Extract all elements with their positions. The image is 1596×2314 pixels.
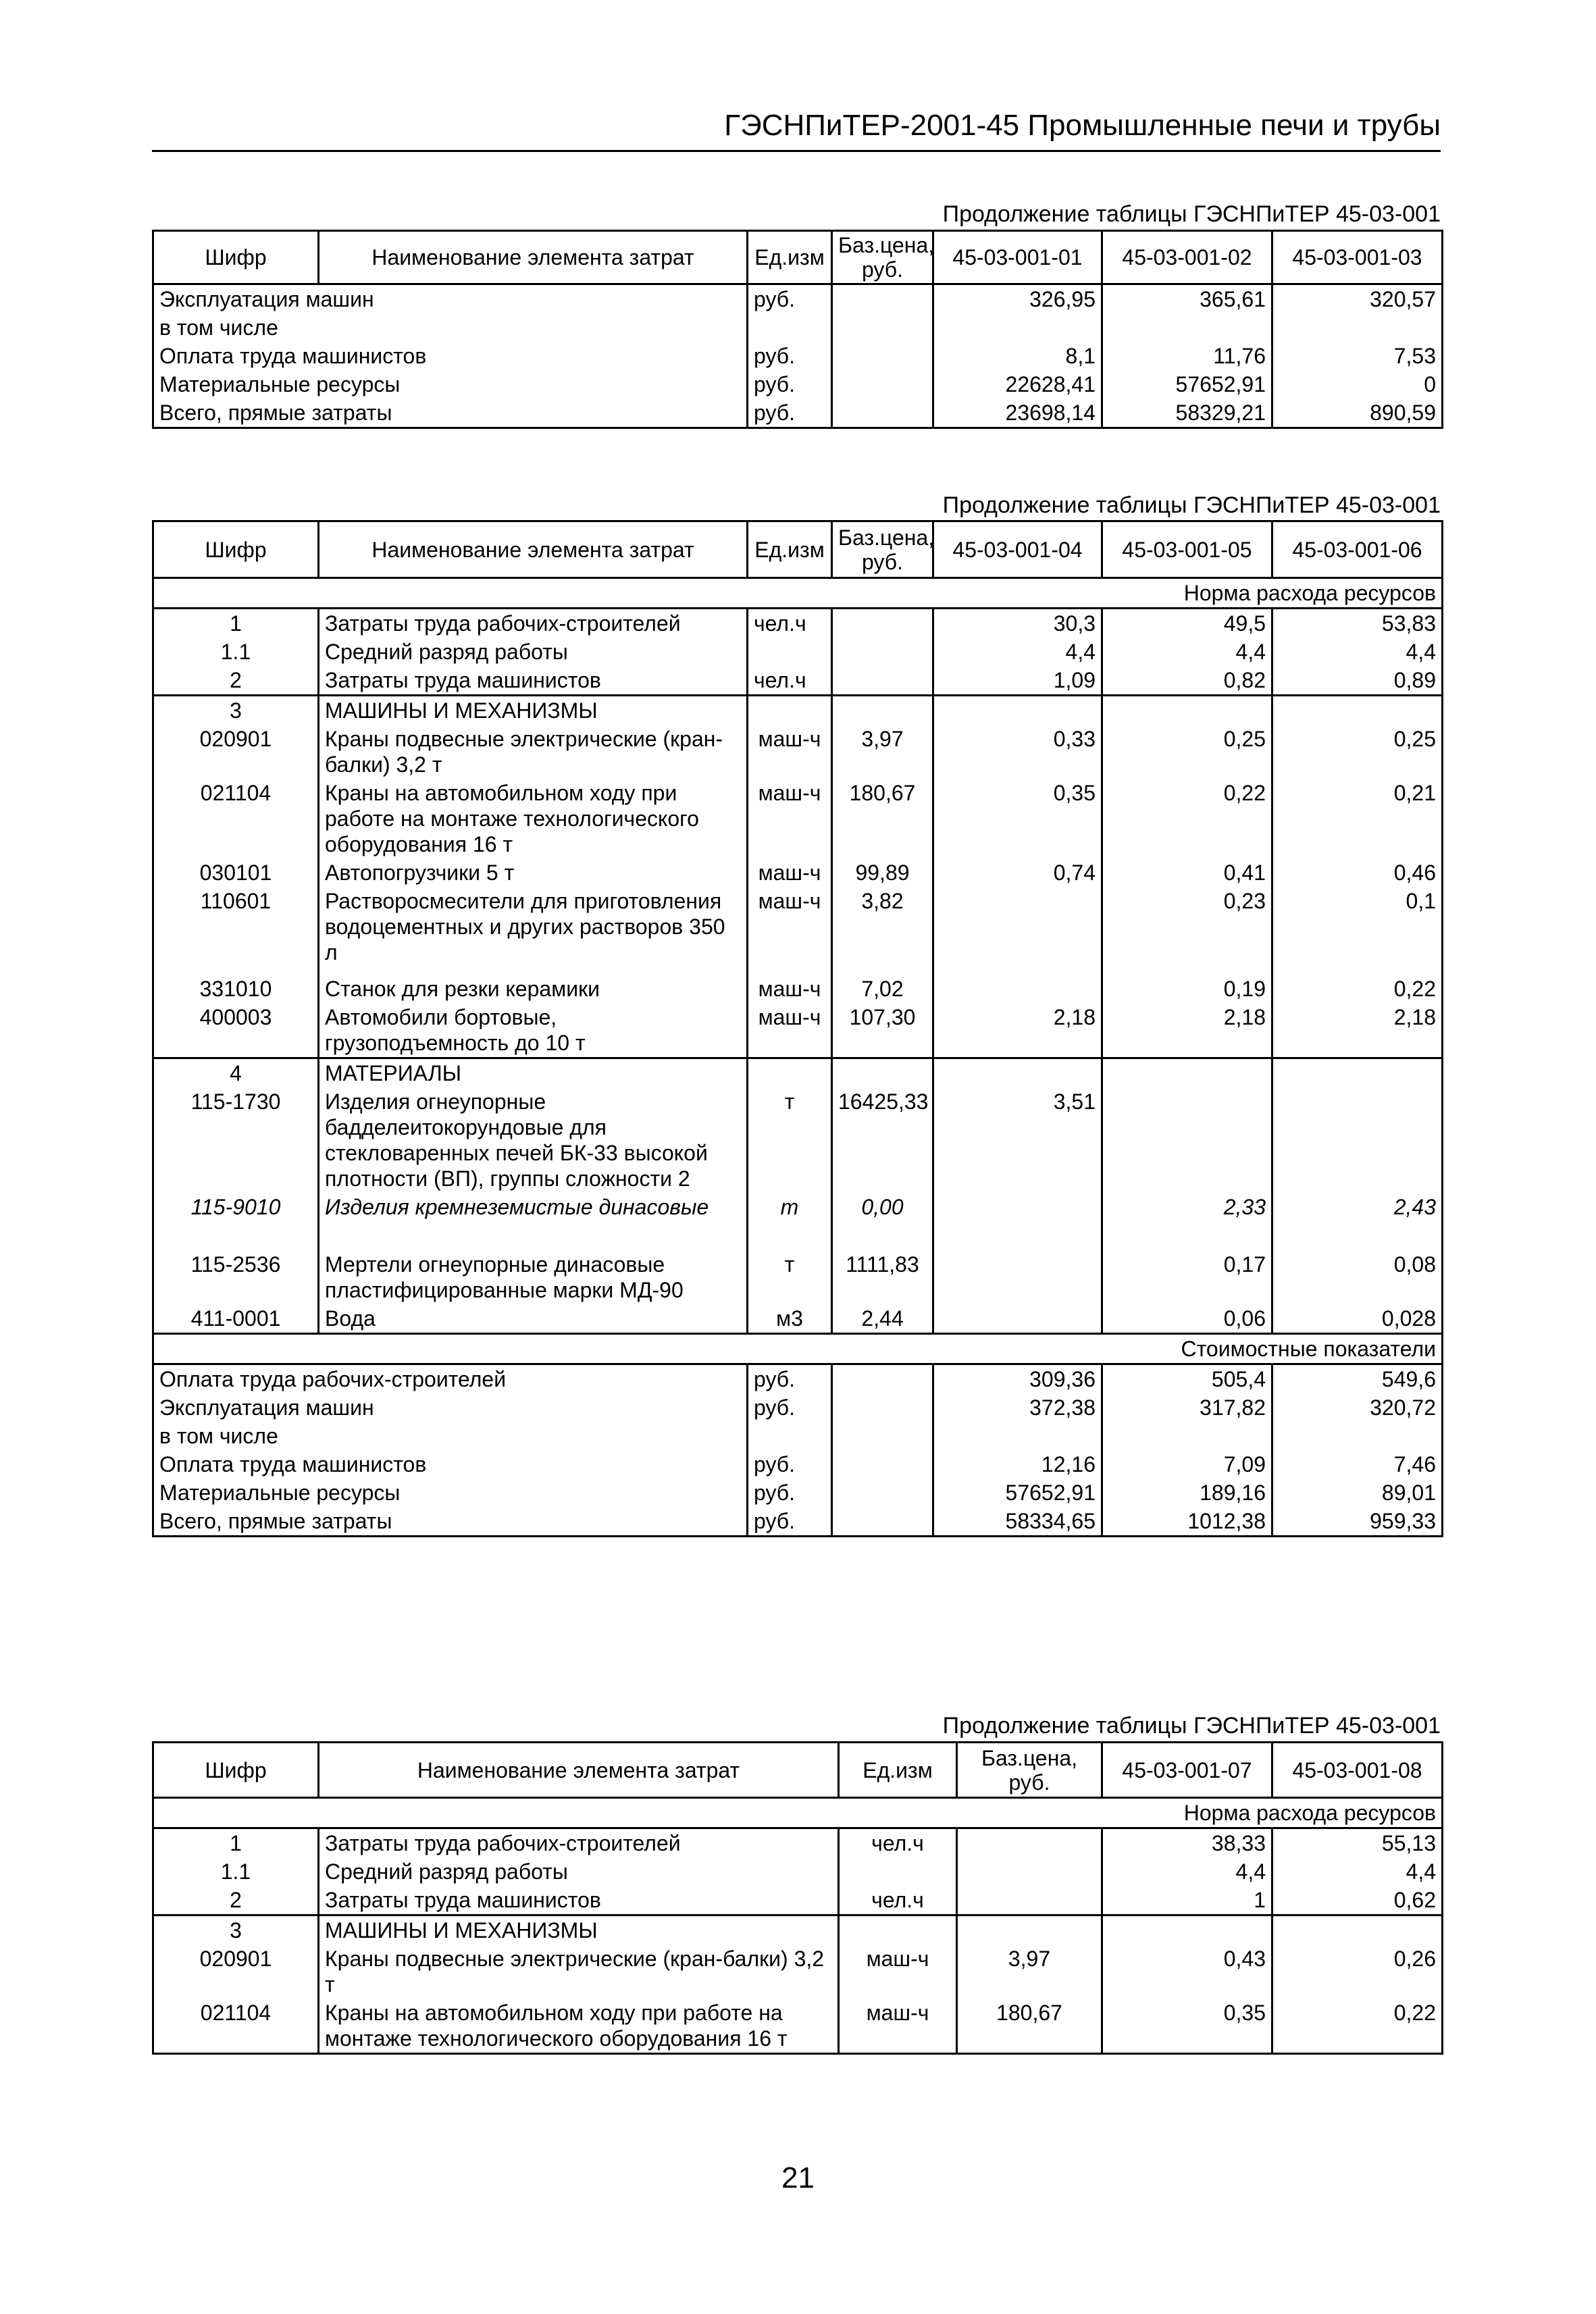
table1-caption: Продолжение таблицы ГЭСНПиТЕР 45-03-001 xyxy=(942,201,1441,227)
col-code: Шифр xyxy=(153,1743,319,1798)
table-row: 1 Затраты труда рабочих-строителей чел.ч 38,33 55,13 xyxy=(153,1828,1443,1858)
table-row: 110601 Растворосмесители для приготовления водоцементных и других растворов 350 л маш-ч 3,82 0,23 0,1 xyxy=(153,887,1443,975)
col-name: Наименование элемента затрат xyxy=(319,1743,839,1798)
table-row: 3 МАШИНЫ И МЕХАНИЗМЫ xyxy=(153,696,1443,725)
col-price: Баз.цена, руб. xyxy=(957,1743,1102,1798)
table-row: Оплата труда рабочих-строителей руб. 309,36 505,4 549,6 xyxy=(153,1364,1443,1394)
table-row: 2 Затраты труда машинистов чел.ч 1 0,62 xyxy=(153,1886,1443,1916)
col-code-5: 45-03-001-05 xyxy=(1102,521,1272,578)
table-row: 115-1730 Изделия огнеупорные бадделеитокорундовые для стекловаренных печей БК-33 высокой плотности (ВП), группы сложности 2 т 16425,33 3,51 xyxy=(153,1087,1443,1193)
col-code-2: 45-03-001-02 xyxy=(1102,231,1272,284)
table-row: Оплата труда машинистов руб. 8,1 11,76 7,53 xyxy=(153,342,1443,370)
col-code-4: 45-03-001-04 xyxy=(933,521,1102,578)
running-header xyxy=(152,101,1441,152)
table-row: 1.1 Средний разряд работы 4,4 4,4 xyxy=(153,1857,1443,1886)
table-row: 331010 Станок для резки керамики маш-ч 7,02 0,19 0,22 xyxy=(153,975,1443,1003)
col-unit: Ед.изм xyxy=(839,1743,957,1798)
table-row: 2 Затраты труда машинистов чел.ч 1,09 0,82 0,89 xyxy=(153,666,1443,696)
col-unit: Ед.изм xyxy=(748,521,832,578)
section-cost: Стоимостные показатели xyxy=(153,1334,1443,1364)
col-code-6: 45-03-001-06 xyxy=(1272,521,1443,578)
col-code: Шифр xyxy=(153,231,319,284)
col-code-8: 45-03-001-08 xyxy=(1272,1743,1443,1798)
table-row: 1 Затраты труда рабочих-строителей чел.ч 30,3 49,5 53,83 xyxy=(153,609,1443,638)
table-row: 400003 Автомобили бортовые, грузоподъемность до 10 т маш-ч 107,30 2,18 2,18 2,18 xyxy=(153,1003,1443,1058)
table-row: Эксплуатация машин руб. 326,95 365,61 320,57 xyxy=(153,284,1443,314)
col-name: Наименование элемента затрат xyxy=(319,231,748,284)
section-norm: Норма расхода ресурсов xyxy=(153,1798,1443,1828)
table-row: Всего, прямые затраты руб. 58334,65 1012,38 959,33 xyxy=(153,1507,1443,1537)
section-norm: Норма расхода ресурсов xyxy=(153,578,1443,609)
col-unit: Ед.изм xyxy=(748,231,832,284)
table-row: Эксплуатация машин руб. 372,38 317,82 320,72 xyxy=(153,1393,1443,1422)
table2 xyxy=(152,520,1443,1537)
table-row: 020901 Краны подвесные электрические (кран-балки) 3,2 т маш-ч 3,97 0,43 0,26 xyxy=(153,1945,1443,1999)
table2-caption: Продолжение таблицы ГЭСНПиТЕР 45-03-001 xyxy=(942,492,1441,518)
col-code-3: 45-03-001-03 xyxy=(1272,231,1443,284)
table-row: Материальные ресурсы руб. 22628,41 57652,91 0 xyxy=(153,370,1443,398)
table-row: в том числе xyxy=(153,1422,1443,1450)
table-row: 021104 Краны на автомобильном ходу при работе на монтаже технологического оборудования 16 т маш-ч 180,67 0,35 0,22 xyxy=(153,1999,1443,2054)
col-price: Баз.цена, руб. xyxy=(832,231,933,284)
table-row: в том числе xyxy=(153,313,1443,342)
table-row: Материальные ресурсы руб. 57652,91 189,16 89,01 xyxy=(153,1479,1443,1507)
table1 xyxy=(152,230,1443,429)
table-row: 030101 Автопогрузчики 5 т маш-ч 99,89 0,74 0,41 0,46 xyxy=(153,858,1443,887)
table3 xyxy=(152,1741,1443,2055)
table-row: Оплата труда машинистов руб. 12,16 7,09 7,46 xyxy=(153,1450,1443,1479)
col-code-1: 45-03-001-01 xyxy=(933,231,1102,284)
col-code-7: 45-03-001-07 xyxy=(1102,1743,1272,1798)
table-row: 021104 Краны на автомобильном ходу при работе на монтаже технологического оборудования 16 т маш-ч 180,67 0,35 0,22 0,21 xyxy=(153,779,1443,858)
col-code: Шифр xyxy=(153,521,319,578)
table-row: 115-2536 Мертели огнеупорные динасовые пластифицированные марки МД-90 т 1111,83 0,17 0,08 xyxy=(153,1250,1443,1304)
table-row: Всего, прямые затраты руб. 23698,14 58329,21 890,59 xyxy=(153,398,1443,428)
table-row: 411-0001 Вода м3 2,44 0,06 0,028 xyxy=(153,1304,1443,1334)
document-title: ГЭСНПиТЕР-2001-45 Промышленные печи и трубы xyxy=(724,109,1441,142)
page-number: 21 xyxy=(781,2161,815,2194)
table-row: 3 МАШИНЫ И МЕХАНИЗМЫ xyxy=(153,1916,1443,1945)
col-name: Наименование элемента затрат xyxy=(319,521,748,578)
table-row: 4 МАТЕРИАЛЫ xyxy=(153,1058,1443,1088)
col-price: Баз.цена, руб. xyxy=(832,521,933,578)
table-row: 020901 Краны подвесные электрические (кран-балки) 3,2 т маш-ч 3,97 0,33 0,25 0,25 xyxy=(153,725,1443,779)
table-row: 1.1 Средний разряд работы 4,4 4,4 4,4 xyxy=(153,638,1443,666)
table-row: 115-9010 Изделия кремнеземистые динасовые т 0,00 2,33 2,43 xyxy=(153,1193,1443,1250)
table3-caption: Продолжение таблицы ГЭСНПиТЕР 45-03-001 xyxy=(942,1713,1441,1739)
